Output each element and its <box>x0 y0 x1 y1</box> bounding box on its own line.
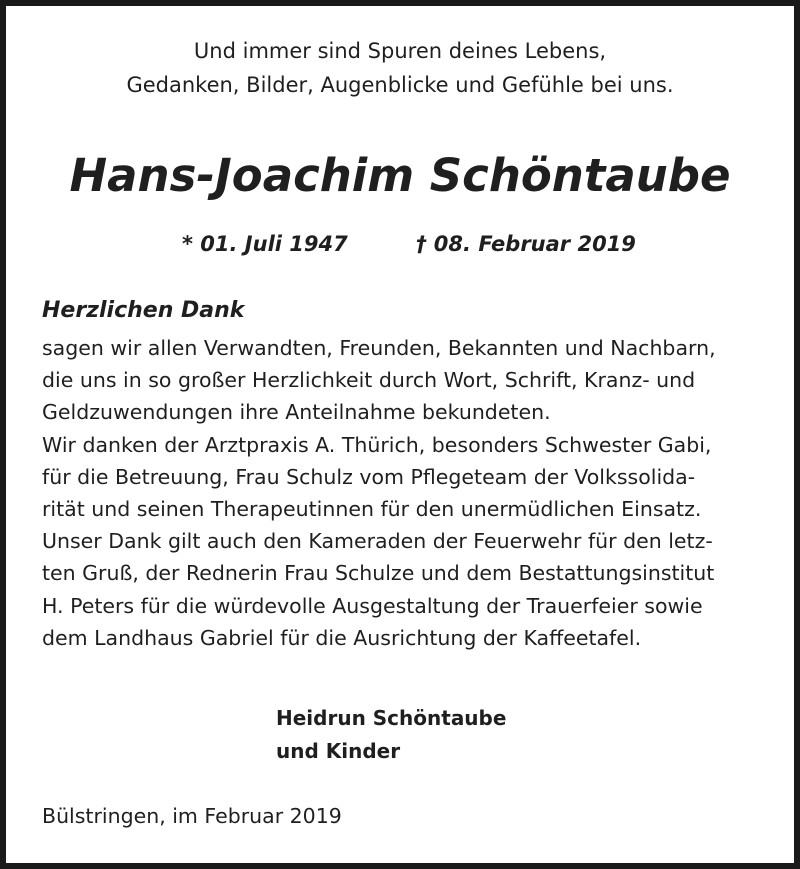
thanks-line: ten Gruß, der Rednerin Frau Schulze und dem Bestattungsinstitut <box>42 561 715 586</box>
thanks-line: Geldzuwendungen ihre Anteilnahme bekundeten. <box>42 400 551 425</box>
thanks-heading: Herzlichen Dank <box>42 298 245 323</box>
motto <box>6 34 794 102</box>
thanks-line: sagen wir allen Verwandten, Freunden, Bekannten und Nachbarn, <box>42 336 716 360</box>
birth-date: * 01. Juli 1947 <box>182 232 348 256</box>
motto-line: Gedanken, Bilder, Augenblicke und Gefühle bei uns. <box>126 73 674 97</box>
thanks-line: H. Peters für die würdevolle Ausgestaltung der Trauerfeier sowie <box>42 593 703 618</box>
signature-line: Heidrun Schöntaube <box>276 706 507 730</box>
thanks-line: rität und seinen Therapeutinnen für den unermüdlichen Einsatz. <box>42 497 702 522</box>
deceased-name: Hans-Joachim Schöntaube <box>69 149 731 202</box>
place-and-date: Bülstringen, im Februar 2019 <box>42 804 342 828</box>
thanks-line: für die Betreuung, Frau Schulz vom Pflegeteam der Volkssolida- <box>42 464 696 489</box>
thanks-line: dem Landhaus Gabriel für die Ausrichtung der Kaffeetafel. <box>42 625 642 650</box>
motto-line: Und immer sind Spuren deines Lebens, <box>193 39 607 63</box>
thanks-line: Unser Dank gilt auch den Kameraden der Feuerwehr für den letz- <box>42 529 713 554</box>
signature-line: und Kinder <box>276 739 401 763</box>
thanks-text <box>42 332 777 654</box>
signature <box>276 702 506 768</box>
thanks-line: die uns in so großer Herzlichkeit durch Wort, Schrift, Kranz- und <box>42 368 696 393</box>
death-date: † 08. Februar 2019 <box>416 232 636 256</box>
thanks-line: Wir danken der Arztpraxis A. Thürich, besonders Schwester Gabi, <box>42 432 712 457</box>
